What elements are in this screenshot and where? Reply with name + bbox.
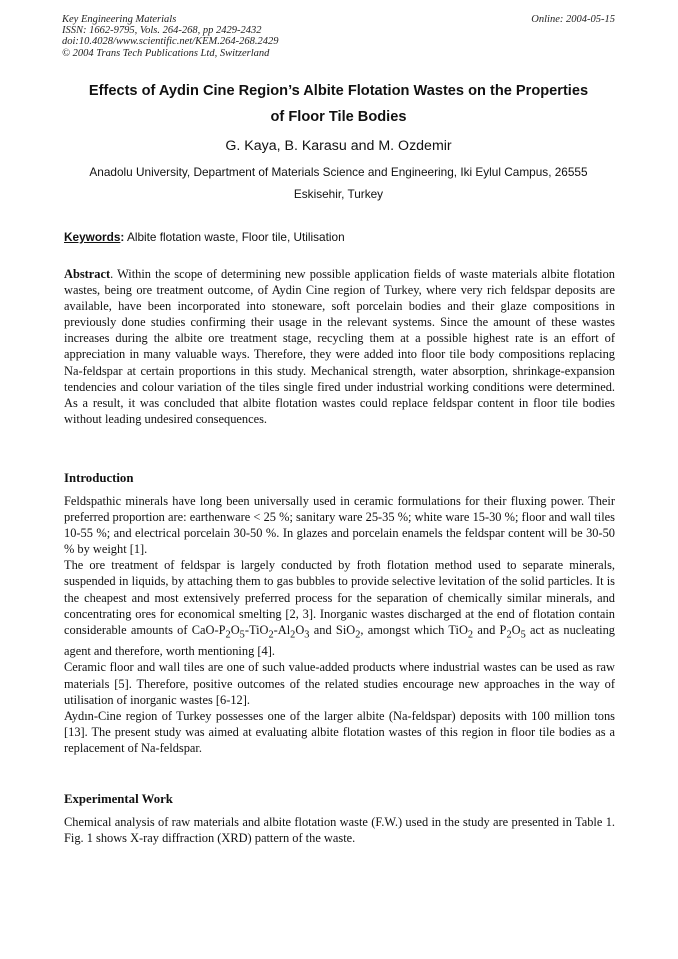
experimental-paragraph-1: Chemical analysis of raw materials and albite flotation waste (F.W.) used in the study are presented in Table 1. Fig. 1 shows X-ray diffraction (XRD) pattern of the waste. <box>64 815 615 846</box>
journal-header-row <box>62 14 615 25</box>
experimental-heading: Experimental Work <box>64 792 173 806</box>
intro-p2-text-j: act as nucleating agent and therefore, worth mentioning [4]. <box>64 622 615 659</box>
paper-title <box>62 78 615 130</box>
intro-p2-text-a: The ore treatment of feldspar is largely conducted by froth flotation method used to separate minerals, suspended in liquids, by attaching them to gas bubbles to provide selective levitation of the solid particles. It is the cheapest and most extensively preferred process for the separation of chemically similar minerals, and concentrating ores for economical smelting [2, 3]. Inorganic wastes discharged at the end of flotation contain considerable amounts of CaO-P <box>64 558 615 637</box>
journal-name: Key Engineering Materials <box>62 14 177 25</box>
doi-line: doi:10.4028/www.scientific.net/KEM.264-268.2429 <box>62 36 279 48</box>
intro-paragraph-2 <box>64 557 615 659</box>
paper-title-line-2: of Floor Tile Bodies <box>270 109 407 125</box>
online-date: Online: 2004-05-15 <box>531 14 615 25</box>
keywords-label: Keywords <box>64 230 121 244</box>
keywords-colon: : <box>120 230 125 244</box>
keywords-text: Albite flotation waste, Floor tile, Utilisation <box>124 230 345 244</box>
abstract-label: Abstract <box>64 267 111 281</box>
affiliation <box>62 161 615 205</box>
experimental-body <box>64 814 615 846</box>
intro-p2-text-d: -Al <box>273 622 291 637</box>
abstract-text: . Within the scope of determining new possible application fields of waste materials albite flotation wastes, being ore treatment outcome, of Aydin Cine region of Turkey, where very rich feldspar deposits are available, have been incorporated into stoneware, soft porcelain bodies and their glaze compositions in previously done studies confirming their usage in the relevant systems. Since the amount of these wastes increases during the albite ore treatment stage, recycling them at a possible highest rate is an effort of appreciation in many valuable ways. Therefore, they were added into floor tile body compositions replacing Na-feldspar at certain proportions in this study. Mechanical strength, water absorption, shrinkage-expansion tendencies and colour variation of the tiles single fired under industrial working conditions were determined. As a result, it was concluded that albite flotation wastes could replace feldspar content in floor tile bodies without leading undesired consequences. <box>64 267 615 426</box>
affiliation-line-2: Eskisehir, Turkey <box>293 187 384 201</box>
abstract <box>64 266 615 427</box>
paper-title-line-1: Effects of Aydin Cine Region’s Albite Flotation Wastes on the Properties <box>88 83 589 99</box>
introduction-body <box>64 493 615 756</box>
intro-p2-text-e: O <box>295 622 305 637</box>
subscript: 3 <box>304 629 310 641</box>
intro-paragraph-1: Feldspathic minerals have long been universally used in ceramic formulations for their fluxing power. Their preferred proportion are: earthenware < 25 %; sanitary ware 25-35 %; white ware 15-30 %; floor and wall tiles 10-55 %; and electrical porcelain 30-50 %. In glazes and porcelain enamels the feldspar content will be 30-50 % by weight [1]. <box>64 494 615 557</box>
intro-p2-text-i: O <box>511 622 521 637</box>
journal-header <box>62 14 615 59</box>
subscript: 2 <box>506 629 512 641</box>
intro-paragraph-3: Ceramic floor and wall tiles are one of such value-added products where industrial wastes can be used as raw materials [5]. Therefore, positive outcomes of the related studies encourage new approaches in the way of utilisation of inorganic wastes [6-12]. <box>64 660 615 707</box>
subscript: 5 <box>239 629 245 641</box>
intro-p2-text-h: and P <box>473 622 507 637</box>
subscript: 2 <box>355 629 361 641</box>
intro-paragraph-4: Aydın-Cine region of Turkey possesses one of the larger albite (Na-feldspar) deposits with 100 million tons [13]. The present study was aimed at evaluating albite flotation wastes of this region in floor tile bodies as a replacement of Na-feldspar. <box>64 708 615 755</box>
subscript: 2 <box>225 629 231 641</box>
authors: G. Kaya, B. Karasu and M. Ozdemir <box>225 138 452 154</box>
keywords <box>64 229 615 245</box>
subscript: 2 <box>268 629 274 641</box>
intro-p2-text-g: , amongst which TiO <box>360 622 468 637</box>
subscript: 2 <box>467 629 474 641</box>
intro-p2-text-b: O <box>230 622 240 637</box>
subscript: 5 <box>520 629 526 641</box>
introduction-heading: Introduction <box>64 471 134 485</box>
issn-line: ISSN: 1662-9795, Vols. 264-268, pp 2429-2432 <box>62 25 262 37</box>
intro-p2-text-c: -TiO <box>244 622 269 637</box>
affiliation-line-1: Anadolu University, Department of Materials Science and Engineering, Iki Eylul Campus, 26555 <box>89 165 588 179</box>
intro-p2-text-f: and SiO <box>309 622 356 637</box>
subscript: 2 <box>290 629 296 641</box>
copyright-line: © 2004 Trans Tech Publications Ltd, Switzerland <box>62 47 270 59</box>
